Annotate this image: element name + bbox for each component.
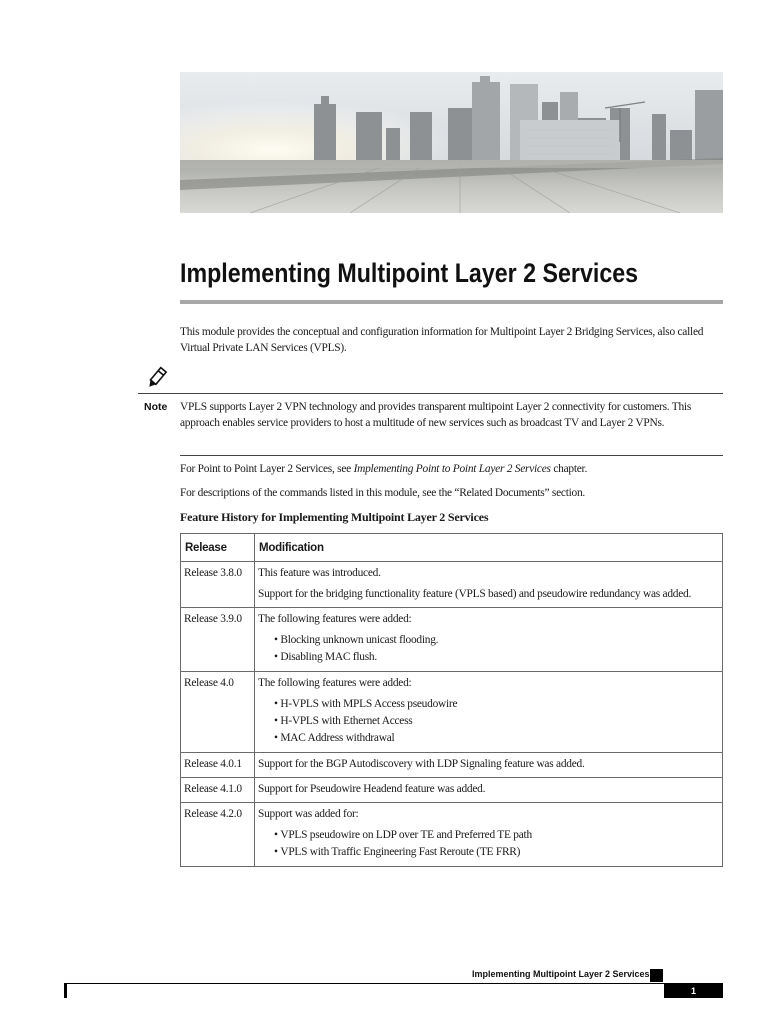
table-row [181,753,723,778]
modification-text: Support was added for: [258,808,359,820]
table-row [181,562,723,608]
footer-running-title: Implementing Multipoint Layer 2 Services [472,969,650,979]
modification-cell [255,562,723,608]
bullet-item: • H-VPLS with Ethernet Access [274,713,719,730]
column-header-modification: Modification [255,534,723,562]
modification-text: Support for the bridging functionality feature (VPLS based) and pseudowire redundancy was added. [258,588,692,600]
modification-cell [255,753,723,778]
intro-paragraph: This module provides the conceptual and configuration information for Multipoint Layer 2 Bridging Services, also called Virtual Private LAN Services (VPLS). [180,326,704,354]
p2p-chapter-link[interactable]: Implementing Point to Point Layer 2 Services [353,463,551,475]
bullet-list [258,696,719,747]
header-banner-image [180,72,723,213]
p2p-reference [180,462,728,478]
table-row [181,803,723,867]
page-number: 1 [664,983,723,998]
release-cell: Release 3.8.0 [181,562,255,608]
release-cell: Release 3.9.0 [181,608,255,672]
table-row [181,672,723,753]
bullet-item: • VPLS with Traffic Engineering Fast Reroute (TE FRR) [274,844,719,861]
feature-history-table [180,533,723,867]
bullet-list [258,827,719,861]
note-label: Note [144,401,168,413]
bullet-list [258,632,719,666]
modification-cell [255,803,723,867]
modification-cell [255,778,723,803]
table-caption: Feature History for Implementing Multipoint Layer 2 Services [180,510,489,524]
modification-text: Support for the BGP Autodiscovery with LDP Signaling feature was added. [258,758,585,770]
bullet-item: • MAC Address withdrawal [274,730,719,747]
bullet-item: • Disabling MAC flush. [274,649,719,666]
column-header-release: Release [181,534,255,562]
table-row [181,608,723,672]
modification-cell [255,608,723,672]
note-top-rule [138,393,723,394]
commands-reference: For descriptions of the commands listed in this module, see the “Related Documents” section. [180,487,586,499]
p2p-text-before: For Point to Point Layer 2 Services, see [180,463,354,475]
release-cell: Release 4.1.0 [181,778,255,803]
bullet-item: • VPLS pseudowire on LDP over TE and Preferred TE path [274,827,719,844]
footer-left-tick [64,983,67,998]
modification-text: This feature was introduced. [258,567,381,579]
release-cell: Release 4.0.1 [181,753,255,778]
modification-cell [255,672,723,753]
footer-marker [650,969,663,982]
note-bottom-rule [180,455,723,456]
note-text: VPLS supports Layer 2 VPN technology and provides transparent multipoint Layer 2 connectivity for customers. This approach enables service providers to host a multitude of new services such as broadcast TV and Layer 2 VPNs. [180,401,692,429]
pencil-icon [144,366,168,392]
p2p-text-after: chapter. [550,463,588,475]
bullet-item: • H-VPLS with MPLS Access pseudowire [274,696,719,713]
release-cell: Release 4.0 [181,672,255,753]
release-cell: Release 4.2.0 [181,803,255,867]
table-row [181,778,723,803]
modification-text: The following features were added: [258,677,412,689]
bullet-item: • Blocking unknown unicast flooding. [274,632,719,649]
footer-rule [66,983,723,984]
title-underline [180,300,723,304]
modification-text: Support for Pseudowire Headend feature was added. [258,783,486,795]
modification-text: The following features were added: [258,613,412,625]
page-title: Implementing Multipoint Layer 2 Services [180,258,639,288]
table-header-row [181,534,723,562]
